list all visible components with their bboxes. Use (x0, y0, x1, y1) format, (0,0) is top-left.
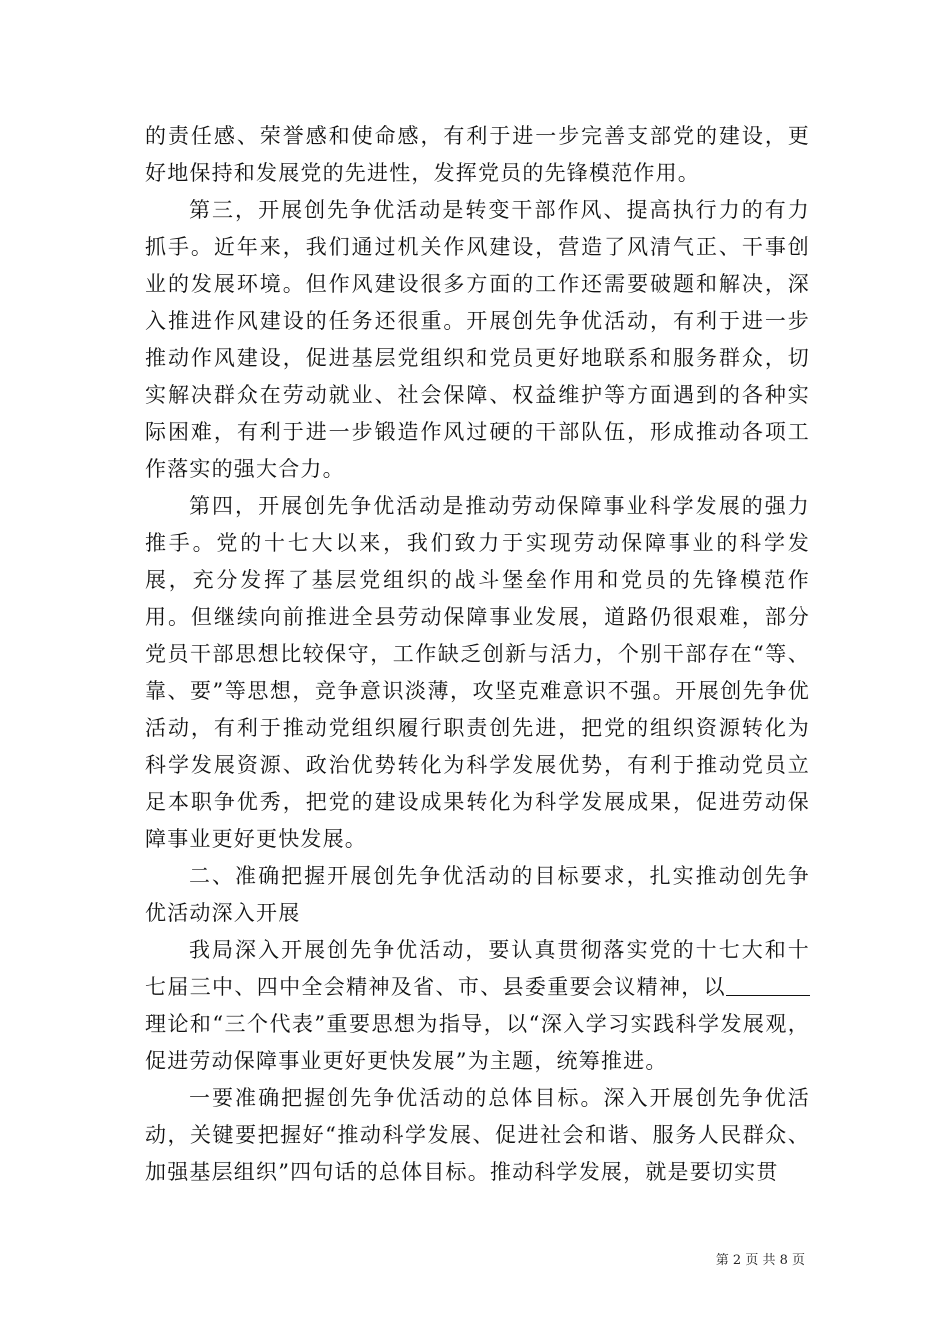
section-heading: 二、准确把握开展创先争优活动的目标要求，扎实推动创先争优活动深入开展 (145, 864, 810, 925)
paragraph-3: 第四，开展创先争优活动是推动劳动保障事业科学发展的强力推手。党的十七大以来，我们致力于实现劳动保障事业的科学发展，充分发挥了基层党组织的战斗堡垒作用和党员的先锋模范作用。但继续向前推进全县劳动保障事业发展，道路仍很艰难，部分党员干部思想比较保守，工作缺乏创新与活力，个别干部存在“等、靠、要”等思想，竞争意识淡薄，攻坚克难意识不强。开展创先争优活动，有利于推动党组织履行职责创先进，把党的组织资源转化为科学发展资源、政治优势转化为科学发展优势，有利于推动党员立足本职争优秀，把党的建设成果转化为科学发展成果，促进劳动保障事业更好更快发展。 (145, 494, 810, 851)
paragraph-2: 第三，开展创先争优活动是转变干部作风、提高执行力的有力抓手。近年来，我们通过机关作风建设，营造了风清气正、干事创业的发展环境。但作风建设很多方面的工作还需要破题和解决，深入推进作风建设的任务还很重。开展创先争优活动，有利于进一步推动作风建设，促进基层党组织和党员更好地联系和服务群众，切实解决群众在劳动就业、社会保障、权益维护等方面遇到的各种实际困难，有利于进一步锻造作风过硬的干部队伍，形成推动各项工作落实的强大合力。 (145, 198, 810, 481)
paragraph-5 (145, 932, 810, 1080)
document-body (145, 118, 810, 1191)
paragraph-5-part-a: 我局深入开展创先争优活动，要认真贯彻落实党的十七大和十七届三中、四中全会精神及省、市、县委重要会议精神，以 (145, 938, 810, 999)
page-number: 第 2 页 共 8 页 (715, 1253, 805, 1268)
paragraph-6: 一要准确把握创先争优活动的总体目标。深入开展创先争优活动，关键要把握好“推动科学发展、促进社会和谐、服务人民群众、加强基层组织”四句话的总体目标。推动科学发展，就是要切实贯 (145, 1086, 810, 1184)
paragraph-1: 的责任感、荣誉感和使命感，有利于进一步完善支部党的建设，更好地保持和发展党的先进性，发挥党员的先锋模范作用。 (145, 124, 810, 185)
blank-underline (726, 977, 810, 996)
paragraph-5-part-b: 理论和“三个代表”重要思想为指导，以“深入学习实践科学发展观，促进劳动保障事业更好更快发展”为主题，统筹推进。 (145, 1012, 810, 1073)
